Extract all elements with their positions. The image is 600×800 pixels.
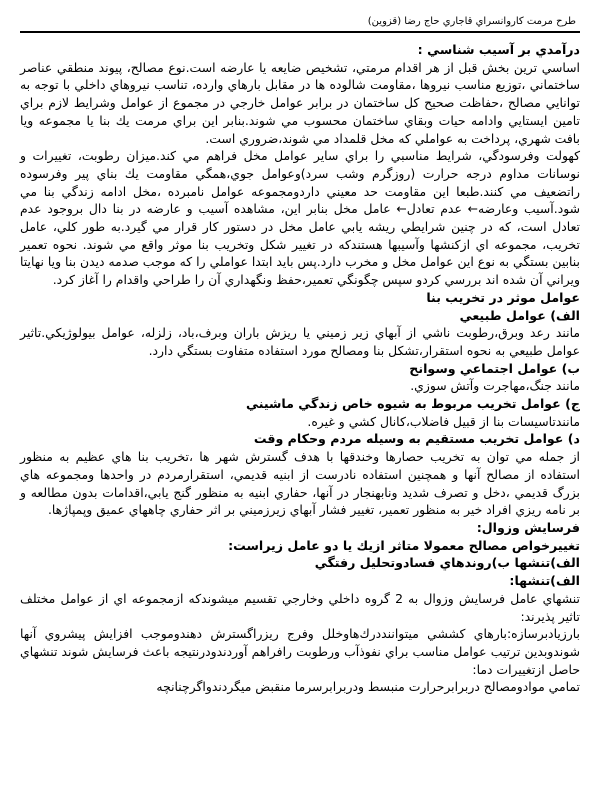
paragraph-stresses: تنشهاي عامل فرسايش وزوال به 2 گروه داخلي وخارجي تقسيم ميشوندكه ازمجموعه اي از عوامل مختلف تاثير پذيرند:	[20, 590, 580, 624]
heading-stresses: الف)تنشها:	[509, 573, 580, 589]
heading-natural-factors: الف) عوامل طبيعي	[459, 307, 580, 323]
paragraph-thermal: تمامي موادومصالح دربرابرحرارت منبسط ودربرابرسرما منقبض ميگردندواگرچنانچه	[156, 679, 580, 695]
heading-human-factors: د) عوامل تخريب مستقيم به وسيله مردم وحكام وقت	[253, 431, 580, 447]
heading-material-change: تغييرخواص مصالح معمولا متاثر ازيك يا دو عامل زيراست:	[228, 537, 580, 553]
paragraph-natural-factors: مانند رعد وبرق،رطوبت ناشي از آبهاي زير زميني يا ريزش باران وبرف،باد، زلزله، عوامل بيولوژيكي.تاثير عوامل طبيعي به نحوه استقرار،تشكل بنا ومصالح مورد استفاده متفاوت بستگي دارد.	[20, 325, 580, 358]
paragraph-intro: اساسي ترين بخش قبل از هر اقدام مرمتي، تشخيص ضايعه يا عارضه است.نوع مصالح، پيوند منطقي عناصر ساختماني ،توزيع مناسب نيروها ،مقاومت شالوده ها در مقابل بارهاي وارده، تناسب نيروهاي داخلي با توجه به توانايي مصالح ،حفاظت صحيح كل ساختمان در برابر عوامل خارجي در مجموع از عوامل وشرايط لازم براي تامين ايستايي وادامه حيات وبقاي ساختمان محسوب مي شوند.بنابر اين براي مرمت يك بنا يا مجموعه ويا بافت شهري، پرداخت به عواملي كه مخل قلمداد مي شوند،ضروري است.	[20, 59, 580, 146]
heading-erosion: فرسايش وزوال:	[476, 519, 580, 535]
paragraph-aging: كهولت وفرسودگي، شرايط مناسبي را براي ساير عوامل مخل فراهم مي كند.ميزان رطوبت، تغييرات و نوسانات مداوم درجه حرارت (روزگرم وشب سرد)وعوامل جوي،همگي مقاومت يك بناي پير وفرسوده راتضعيف مي كنند.طبعا اين مقاومت حد معيني داردومجموعه عوامل نامبرده ،مخل ادامه زندگي بنا مي شود.آسيب وعارضه← عدم تعادل← عامل مخل بنابر اين، مشاهده آسيب و عارضه در بنا دال بروجود عدم تعادل است، كه در چنين شرايطي ريشه يابي عامل مخل در دستور كار قرار مي گيرد.به طور كلي، عامل تخريب، مجموعه اي ازكنشها وآسيبها هستندكه در تغيير شكل وتخريب بنا موثر واقع مي شوند. نحوه تعمير بنابين بستگي به نوع اين عوامل مخل و مخرب دارد.پس بايد ابتدا عواملي را كه موجب صدمه ديدن بنا ويا نهايتا ويراني آن شده اند بررسي كردو سپس چگونگي تعمير،حفظ ونگهداري آن را طراحي واقدام را آغاز كرد.	[20, 148, 580, 288]
paragraph-human-factors: از جمله مي توان به تخريب حصارها وخندقها با هدف گسترش شهر ها ،تخريب بنا هاي عظيم به منظور استفاده از مصالح آنها و همچنين استفاده نادرست از ابنيه قديمي، استقرارمردم در واحدها ومجموعه هاي بزرگ قديمي ،دخل و تصرف شديد ونابهنجار در آنها، حفاري ابنيه به منظور گنج يابي،اقدامات بدون مطالعه و بر نامه ريزي افراد خير به منظور تعمير، تغيير فشار آبهاي زيرزميني بر اثر حفاري چاههاي عميق وپمپاژها.	[20, 449, 580, 518]
heading-machine-life-factors: ج) عوامل تخريب مربوط به شيوه خاص زندگي ماشيني	[245, 396, 580, 412]
paragraph-social-factors: مانند جنگ،مهاجرت وآتش سوزي.	[410, 378, 580, 394]
header-title: طرح مرمت كاروانسراي قاجاري حاج رضا (قزوين)	[367, 16, 576, 27]
heading-stress-and-decay: الف)تنشها ب)روندهاي فسادوتحليل رفتگي	[314, 555, 580, 571]
heading-destruction-factors: عوامل موثر در تخريب بنا	[426, 289, 580, 305]
document-body	[20, 41, 580, 696]
document-page	[20, 14, 580, 790]
paragraph-machine-life-factors: مانندتاسيسات بنا از قبيل فاضلاب،كانال كشي و غيره.	[307, 413, 580, 429]
heading-social-factors: ب) عوامل اجتماعي وسوانح	[409, 360, 580, 376]
page-header	[20, 14, 580, 33]
paragraph-overload: بارزيادبرسازه:بارهاي كششي ميتواننددرك‌هاوخلل وفرج ريزرا‌گسترش دهندوموجب افزايش پيشروي آنها شوندوبدين ترتيب عوامل مناسب براي نفوذآب ورطوبت رافراهم آوردندو‌درنتيجه باعث فرسايش شوند تنشهاي حاصل ازتغييرات دما:	[20, 626, 580, 677]
heading-pathology-intro: درآمدي بر آسيب شناسي :	[417, 42, 580, 57]
